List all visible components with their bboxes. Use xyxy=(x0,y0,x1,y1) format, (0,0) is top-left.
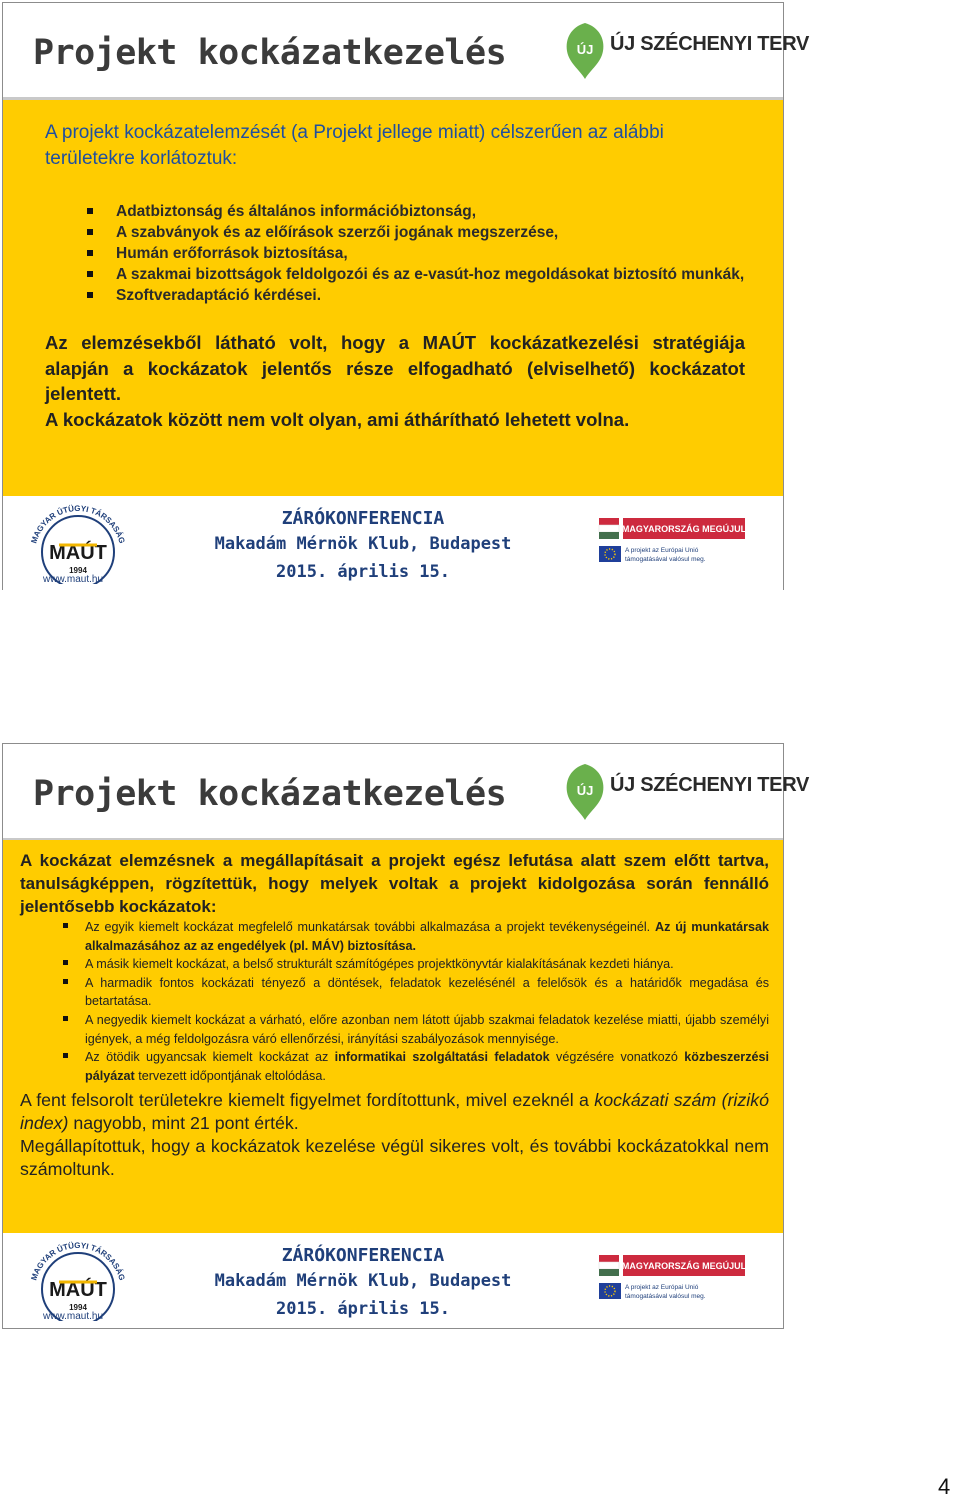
szechenyi-terv-logo xyxy=(563,21,810,81)
conference-info xyxy=(183,1243,543,1324)
list-item: Szoftveradaptáció kérdései. xyxy=(45,285,745,306)
list-item: A szabványok és az előírások szerzői jogának megszerzése, xyxy=(45,222,745,243)
maut-website-link[interactable]: www.maut.hu xyxy=(43,574,104,585)
conference-venue: Makadám Mérnök Klub, Budapest xyxy=(214,534,512,554)
svg-text:1994: 1994 xyxy=(69,1303,87,1312)
szechenyi-logo-text: ÚJ SZÉCHENYI TERV xyxy=(610,774,810,796)
list-item: A szakmai bizottságok feldolgozói és az e-vasút-hoz megoldásokat biztosító munkák, xyxy=(45,264,745,285)
slide-title: Projekt kockázatkezelés xyxy=(33,33,507,73)
slide-footer xyxy=(3,1233,783,1328)
list-item: Az egyik kiemelt kockázat megfelelő munkatársak további alkalmazása a projekt tevékenységeinél. Az új munkatársak alkalmazásához az az engedélyek (pl. MÁV) biztosítása. xyxy=(20,918,769,955)
risk-list xyxy=(20,918,769,1085)
bullet-list xyxy=(45,201,745,306)
eu-support-logo xyxy=(597,516,747,570)
conference-date: 2015. április 15. xyxy=(276,1299,450,1319)
slide-footer xyxy=(3,496,783,591)
conference-title: ZÁRÓKONFERENCIA xyxy=(281,508,445,529)
bullet-icon xyxy=(63,960,68,965)
maut-logo xyxy=(25,504,131,584)
bullet-icon xyxy=(63,1016,68,1021)
conclusion-sentence-2: Megállapítottuk, hogy a kockázatok kezelése végül sikeres volt, és további kockázatokkal nem számoltunk. xyxy=(20,1136,769,1180)
szechenyi-terv-logo xyxy=(563,762,810,822)
list-item: Az ötödik ugyancsak kiemelt kockázat az informatikai szolgáltatási feladatok végzésére vonatkozó közbeszerzési pályázat tervezett időpontjának eltolódása. xyxy=(20,1048,769,1085)
conclusion-text: A fent felsorolt területekre kiemelt figyelmet fordítottunk, mivel ezeknél a kockázati szám (rizikó index) nagyobb, mint 21 pont érték. Megállapítottuk, hogy a kockázatok kezelése végül sikeres volt, és további kockázatokkal nem számoltunk. xyxy=(20,1090,770,1180)
maut-logo xyxy=(25,1241,131,1321)
conclusion-sentence-1: Az elemzésekből látható volt, hogy a MAÚT kockázatkezelési stratégiája alapján a kockázatok jelentős része elfogadható (elviselhető) kockázatot jelentett. xyxy=(45,332,745,404)
bullet-icon xyxy=(87,229,93,235)
bullet-icon xyxy=(63,1053,68,1058)
eu-support-logo xyxy=(597,1253,747,1307)
conference-title: ZÁRÓKONFERENCIA xyxy=(281,1245,445,1266)
list-item: Humán erőforrások biztosítása, xyxy=(45,243,745,264)
svg-text:A projekt az Európai Unió: A projekt az Európai Unió xyxy=(625,547,699,554)
slide-title: Projekt kockázatkezelés xyxy=(33,774,507,814)
list-item: A másik kiemelt kockázat, a belső strukturált számítógépes projektkönyvtár kialakításának kezdeti hiánya. xyxy=(20,955,769,974)
list-item: A harmadik fontos kockázati tényező a döntések, feladatok kezelésénél a felelősök és a határidők megadása és betartatása. xyxy=(20,974,769,1011)
bullet-icon xyxy=(87,250,93,256)
conference-venue: Makadám Mérnök Klub, Budapest xyxy=(214,1271,512,1291)
bullet-icon xyxy=(87,271,93,277)
conference-info xyxy=(183,506,543,587)
bullet-icon xyxy=(63,979,68,984)
slide-content xyxy=(3,840,783,1233)
conference-date: 2015. április 15. xyxy=(276,562,450,582)
slide-1 xyxy=(2,2,810,590)
list-item: Adatbiztonság és általános információbiztonság, xyxy=(45,201,745,222)
conclusion-sentence-2: A kockázatok között nem volt olyan, ami áthárítható lehetett volna. xyxy=(45,408,630,430)
maut-website-link[interactable]: www.maut.hu xyxy=(43,1311,104,1322)
slide-content xyxy=(3,100,783,496)
bullet-icon xyxy=(87,292,93,298)
list-item: A negyedik kiemelt kockázat a várható, előre azonban nem látott újabb szakmai feladatok kezelése miatti, újabb személyi igények, a még feldolgozásra váró ellenőrzési, irányítási szabályozások mennyisége. xyxy=(20,1011,769,1048)
bullet-icon xyxy=(63,923,68,928)
bullet-icon xyxy=(87,208,93,214)
slide-2 xyxy=(2,743,810,1329)
intro-text: A projekt kockázatelemzését (a Projekt jellege miatt) célszerűen az alábbi területekre korlátoztuk: xyxy=(45,122,664,169)
szechenyi-leaf-icon xyxy=(563,21,607,81)
svg-text:MAGYAR ÚTÜGYI TÁRSASÁG: MAGYAR ÚTÜGYI TÁRSASÁG xyxy=(29,1241,127,1282)
szechenyi-leaf-icon xyxy=(563,762,607,822)
slide-header xyxy=(3,744,810,839)
svg-text:ÚJ: ÚJ xyxy=(576,783,594,798)
page-number: 4 xyxy=(938,1474,951,1499)
svg-text:MAÚT: MAÚT xyxy=(49,542,107,564)
svg-text:MAGYAR ÚTÜGYI TÁRSASÁG: MAGYAR ÚTÜGYI TÁRSASÁG xyxy=(29,504,127,545)
svg-text:MAGYARORSZÁG MEGÚJUL: MAGYARORSZÁG MEGÚJUL xyxy=(621,524,747,534)
svg-text:A projekt az Európai Unió: A projekt az Európai Unió xyxy=(625,1284,699,1291)
svg-text:támogatásával valósul meg.: támogatásával valósul meg. xyxy=(625,556,706,563)
conclusion-text xyxy=(45,330,745,432)
svg-text:támogatásával valósul meg.: támogatásával valósul meg. xyxy=(625,1293,706,1300)
szechenyi-logo-text: ÚJ SZÉCHENYI TERV xyxy=(610,33,810,55)
svg-text:MAÚT: MAÚT xyxy=(49,1279,107,1301)
svg-text:1994: 1994 xyxy=(69,566,87,575)
slide-header xyxy=(3,3,810,98)
svg-text:MAGYARORSZÁG MEGÚJUL: MAGYARORSZÁG MEGÚJUL xyxy=(621,1261,747,1271)
svg-text:ÚJ: ÚJ xyxy=(576,42,594,57)
intro-text: A kockázat elemzésnek a megállapításait a projekt egész lefutása alatt szem előtt tartva, tanulságképpen, rögzítettük, hogy melyek voltak a projekt kidolgozása során fennálló jelentősebb kockázatok: xyxy=(20,851,769,916)
